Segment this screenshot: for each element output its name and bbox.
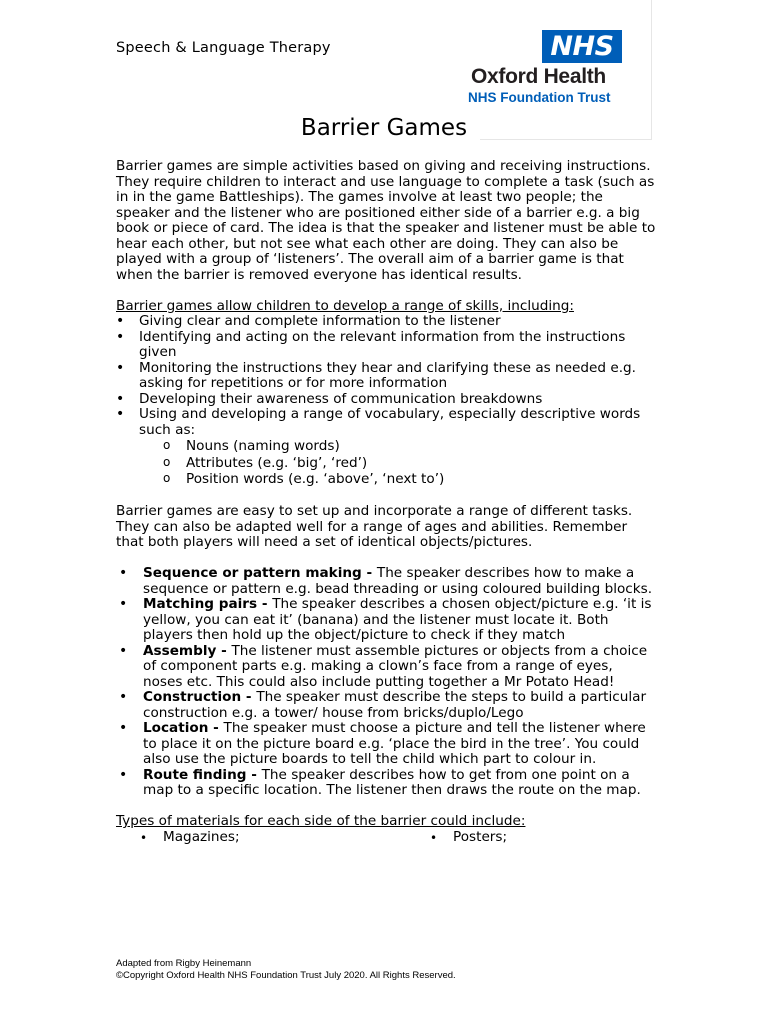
game-description: The speaker describes how to make a sequence or pattern e.g. bead threading or using coloured building blocks. (143, 565, 653, 597)
vocab-list (116, 439, 656, 488)
list-item: o Nouns (naming words) (116, 439, 656, 455)
list-item (116, 597, 656, 644)
intro-paragraph: Barrier games are simple activities based on giving and receiving instructions. They require children to interact and use language to complete a task (such as in in the game Battleships). The games involve at least two people; the speaker and the listener who are positioned either side of a barrier e.g. a big book or piece of card. The idea is that the speaker and listener must be able to hear each other, but not see what each other are doing. They can also be played with a group of ‘listeners’. The overall aim of a barrier game is that when the barrier is removed everyone has identical results. (116, 158, 656, 283)
game-description: The listener must assemble pictures or objects from a choice of component parts e.g. making a clown’s face from a range of eyes, noses etc. This could also include putting together a Mr Potato Head! (143, 642, 648, 690)
list-item: o Position words (e.g. ‘above’, ‘next to’) (116, 472, 656, 488)
list-item (116, 690, 656, 721)
logo-trust-name: NHS Foundation Trust (468, 90, 611, 105)
game-name: Location - (143, 720, 224, 736)
setup-paragraph: Barrier games are easy to set up and incorporate a range of different tasks. They can also be adapted well for a range of ages and abilities. Remember that both players will need a set of identical objects/pictures. (116, 503, 633, 550)
materials-heading: Types of materials for each side of the barrier could include: (116, 813, 526, 829)
footer-copyright: ©Copyright Oxford Health NHS Foundation Trust July 2020. All Rights Reserved. (116, 969, 456, 981)
games-list (116, 566, 656, 799)
logo-org-name: Oxford Health (471, 65, 606, 88)
game-name: Construction - (143, 689, 257, 705)
page-title: Barrier Games (300, 115, 468, 141)
game-name: Assembly - (143, 642, 232, 659)
list-item: • Using and developing a range of vocabulary, especially descriptive words such as: (116, 407, 656, 438)
game-name: Sequence or pattern making - (143, 565, 377, 581)
list-item: • Identifying and acting on the relevant information from the instructions given (116, 330, 656, 361)
game-description: The speaker describes how to get from one point on a map to a specific location. The listener then draws the route on the map. (143, 766, 641, 798)
document-body (116, 159, 656, 846)
nhs-logo-mark: NHS (542, 30, 622, 63)
list-item (116, 644, 656, 691)
list-item (116, 768, 656, 799)
list-item: • Developing their awareness of communication breakdowns (116, 392, 656, 408)
materials-list (116, 830, 656, 846)
game-description: The speaker describes a chosen object/picture e.g. ‘it is yellow, you can eat it’ (banana) and the listener must locate it. Both players then hold up the object/picture to check if they match (143, 596, 652, 643)
list-item: • Posters; (430, 830, 507, 846)
list-item: • Monitoring the instructions they hear and clarifying these as needed e.g. asking for repetitions or for more information (116, 361, 656, 392)
department-name: Speech & Language Therapy (116, 40, 331, 56)
game-description: The speaker must choose a picture and tell the listener where to place it on the picture board e.g. ‘place the bird in the tree’. You could also use the picture boards to tell the child which part to colour in. (143, 720, 646, 767)
game-name: Route finding - (143, 766, 262, 783)
list-item (116, 566, 656, 597)
list-item: • Giving clear and complete information to the listener (116, 314, 656, 330)
list-item: • Magazines; (140, 830, 240, 846)
list-item (116, 721, 656, 768)
footer (116, 958, 456, 981)
list-item: o Attributes (e.g. ‘big’, ‘red’) (116, 456, 656, 472)
skills-heading: Barrier games allow children to develop a range of skills, including: (116, 297, 574, 314)
game-description: The speaker must describe the steps to build a particular construction e.g. a tower/ house from bricks/duplo/Lego (143, 689, 647, 721)
skills-list (116, 314, 656, 438)
game-name: Matching pairs - (143, 596, 273, 612)
footer-adapted: Adapted from Rigby Heinemann (116, 958, 252, 969)
